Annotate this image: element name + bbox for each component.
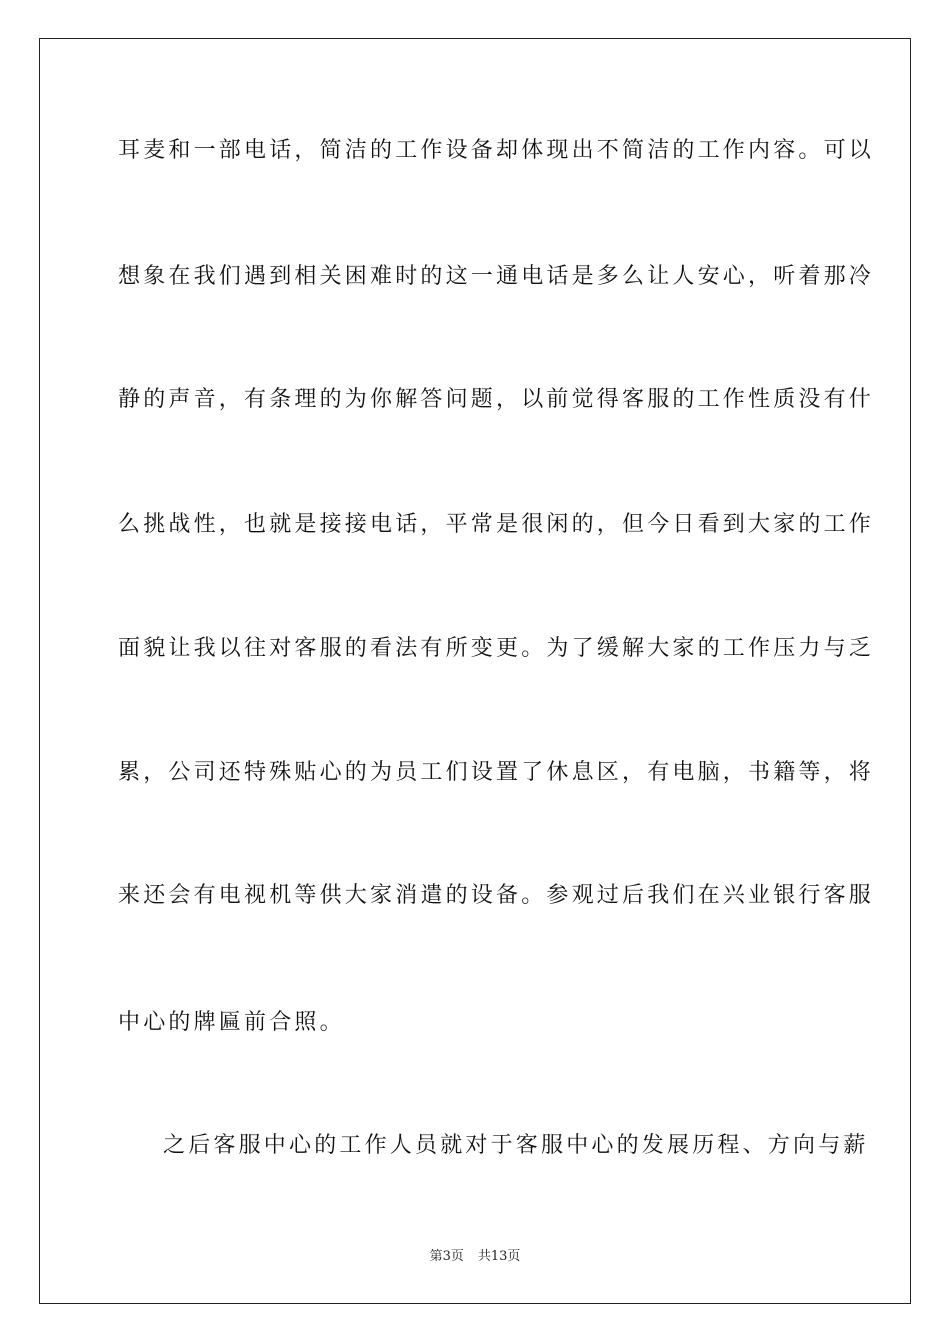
body-text-line-7: 来还会有电视机等供大家消遣的设备。参观过后我们在兴业银行客服 [118, 883, 875, 908]
body-text-line-4: 么挑战性，也就是接接电话，平常是很闲的，但今日看到大家的工作 [118, 512, 875, 537]
body-text-line-6: 累，公司还特殊贴心的为员工们设置了休息区，有电脑，书籍等，将 [118, 760, 875, 785]
body-text-line-3: 静的声音，有条理的为你解答问题，以前觉得客服的工作性质没有什 [118, 387, 875, 412]
body-text-line-9: 之后客服中心的工作人员就对于客服中心的发展历程、方向与薪 [163, 1133, 869, 1158]
body-text-line-1: 耳麦和一部电话，简洁的工作设备却体现出不简洁的工作内容。可以 [118, 138, 875, 163]
page-footer [0, 1248, 950, 1266]
page-border [39, 38, 911, 1304]
body-text-line-8: 中心的牌匾前合照。 [118, 1010, 345, 1035]
body-text-line-5: 面貌让我以往对客服的看法有所变更。为了缓解大家的工作压力与乏 [118, 636, 875, 661]
page-total: 共13页 [477, 1249, 521, 1264]
page-number: 第3页 [429, 1249, 464, 1264]
body-text-line-2: 想象在我们遇到相关困难时的这一通电话是多么让人安心，听着那冷 [118, 264, 875, 289]
